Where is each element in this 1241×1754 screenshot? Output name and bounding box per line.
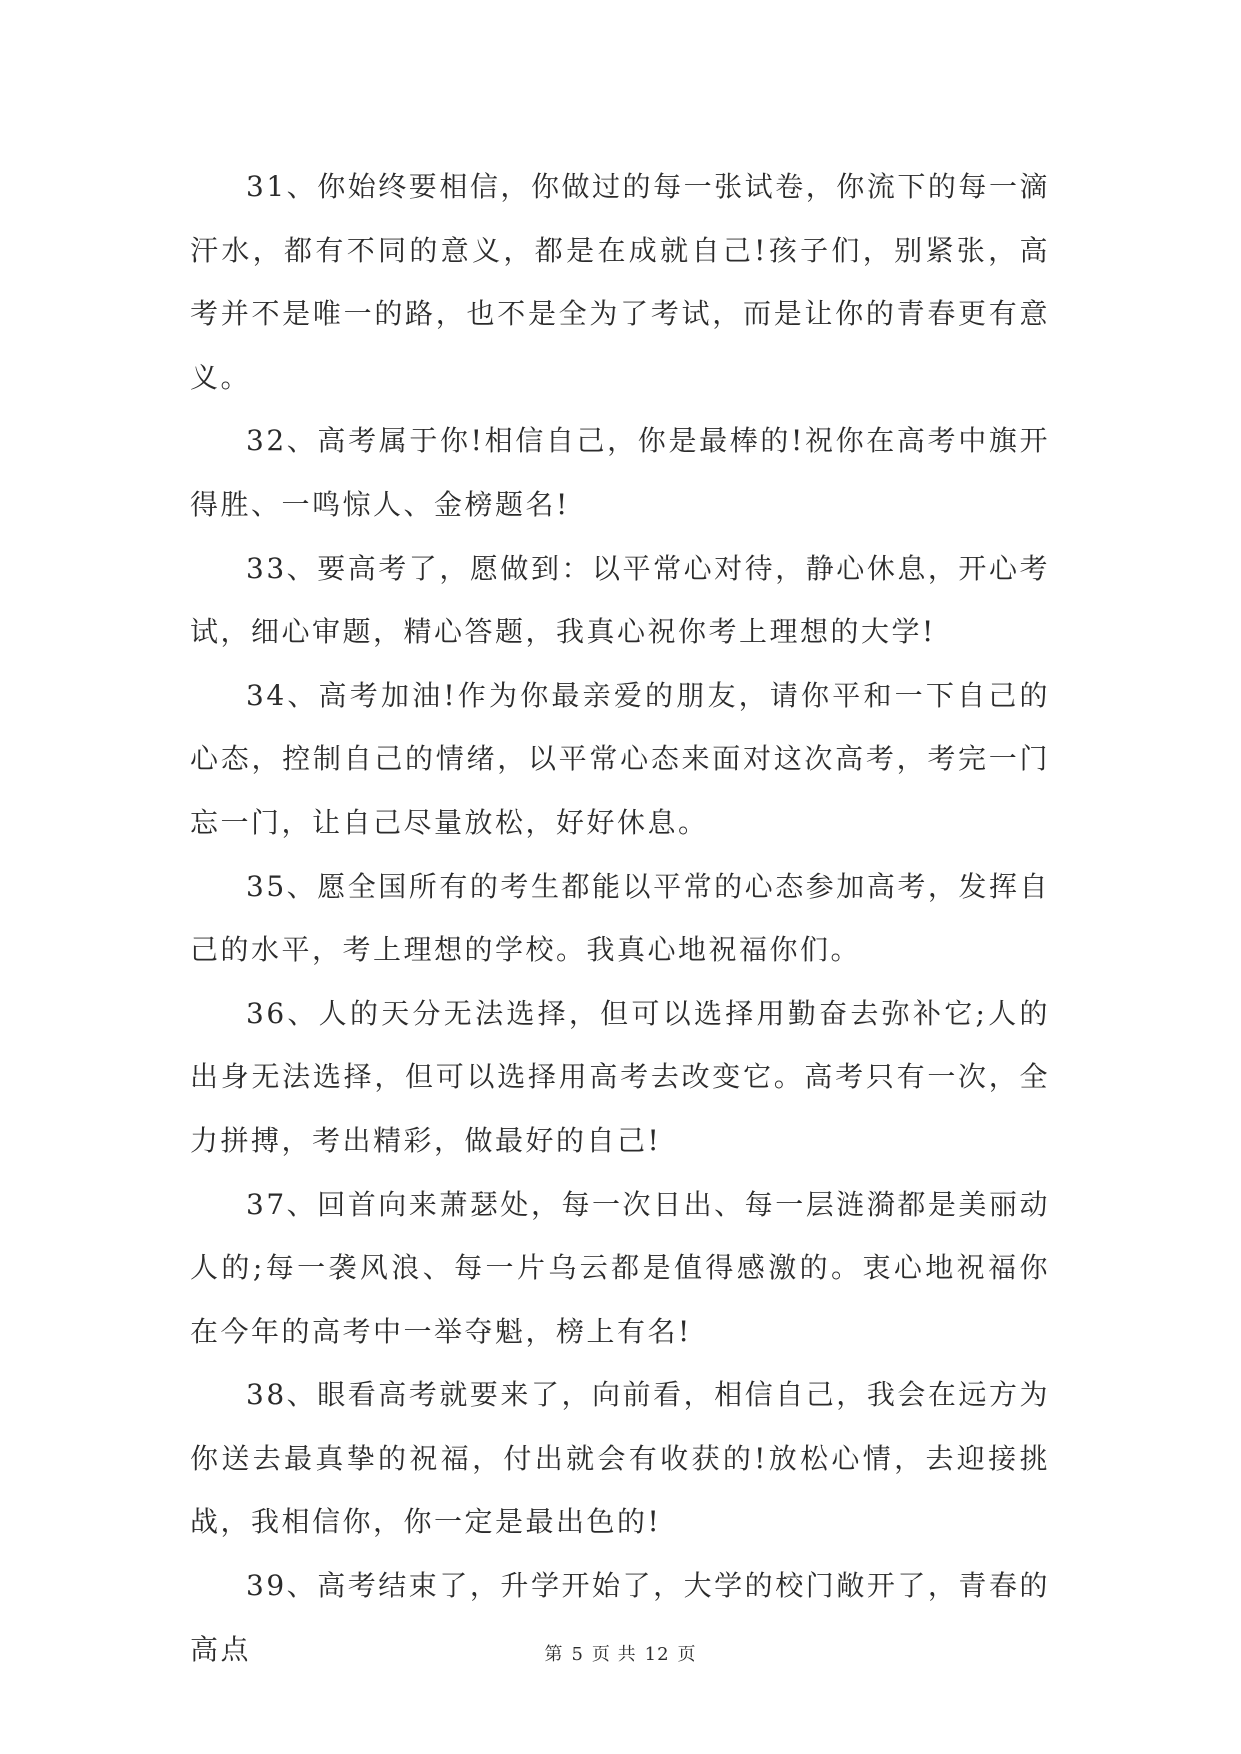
paragraph-35: 35、愿全国所有的考生都能以平常的心态参加高考，发挥自己的水平，考上理想的学校。我真心地祝福你们。: [190, 869, 1050, 967]
paragraph-32: 32、高考属于你!相信自己，你是最棒的!祝你在高考中旗开得胜、一鸣惊人、金榜题名!: [190, 424, 1050, 521]
paragraph-34: 34、高考加油!作为你最亲爱的朋友，请你平和一下自己的心态，控制自己的情绪，以平常心态来面对这次高考，考完一门忘一门，让自己尽量放松，好好休息。: [190, 678, 1050, 839]
paragraph-37: 37、回首向来萧瑟处，每一次日出、每一层涟漪都是美丽动人的;每一袭风浪、每一片乌云都是值得感激的。衷心地祝福你在今年的高考中一举夺魁，榜上有名!: [190, 1187, 1050, 1348]
footer-suffix: 页: [677, 1644, 697, 1665]
page-footer: [0, 1640, 1241, 1666]
paragraph-38: 38、眼看高考就要来了，向前看，相信自己，我会在远方为你送去最真挚的祝福，付出就会有收获的!放松心情，去迎接挑战，我相信你，你一定是最出色的!: [190, 1378, 1050, 1539]
paragraph-39: 39、高考结束了，升学开始了，大学的校门敞开了，青春的高点: [190, 1569, 1050, 1666]
document-body: [190, 155, 1050, 1681]
footer-prefix: 第: [544, 1644, 564, 1665]
paragraph-31: 31、你始终要相信，你做过的每一张试卷，你流下的每一滴汗水，都有不同的意义，都是在成就自己!孩子们，别紧张，高考并不是唯一的路，也不是全为了考试，而是让你的青春更有意义。: [190, 170, 1050, 394]
paragraph-33: 33、要高考了，愿做到：以平常心对待，静心休息，开心考试，细心审题，精心答题，我真心祝你考上理想的大学!: [190, 551, 1050, 649]
footer-current-page: 5: [571, 1644, 584, 1665]
footer-middle: 页 共: [591, 1644, 637, 1665]
paragraph-36: 36、人的天分无法选择，但可以选择用勤奋去弥补它;人的出身无法选择，但可以选择用高考去改变它。高考只有一次，全力拼搏，考出精彩，做最好的自己!: [190, 996, 1050, 1157]
footer-total-pages: 12: [644, 1644, 670, 1665]
